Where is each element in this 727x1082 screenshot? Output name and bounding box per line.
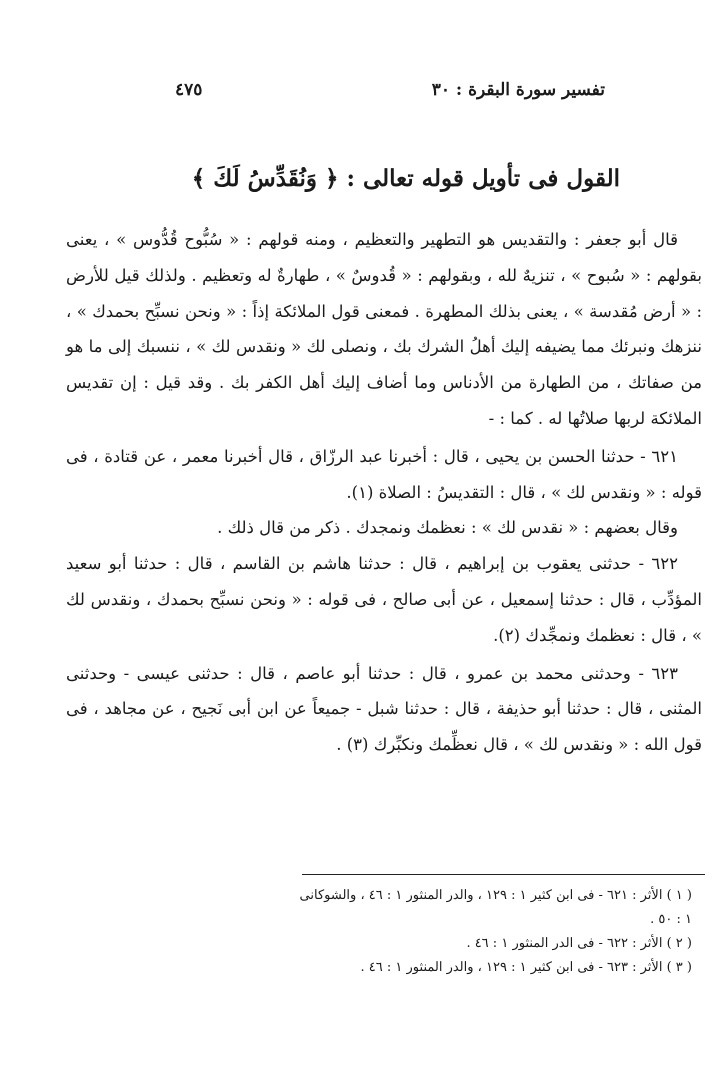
- running-title: تفسير سورة البقرة : ٣٠: [431, 80, 605, 100]
- paragraph-hadith-623: ٦٢٣ - وحدثنى محمد بن عمرو ، قال : حدثنا أبو عاصم ، قال : حدثنى عيسى - وحدثنى المثنى ، قال : حدثنا أبو حذيفة ، قال : حدثنا شبل - جميعاً عن ابن أبى نَجيح ، عن مجاهد ، فى قول الله : « ونقدس لك » ، قال نعظِّمك ونكبِّرك (٣) .: [66, 663, 702, 755]
- footnote-divider: [302, 874, 705, 875]
- paragraph-intro: قال أبو جعفر : والتقديس هو التطهير والتعظيم ، ومنه قولهم : « سُبُّوح قُدُّوس » ، يعنى بقولهم : « سُبوح » ، تنزيهٌ لله ، وبقولهم : « قُدوسٌ » ، طهارةٌ له وتعظيم . ولذلك قيل للأرض : « أرض مُقدسة » ، يعنى بذلك المطهرة . فمعنى قول الملائكة إذاً : « ونحن نسبِّح بحمدك » ، ننزهك ونبرئك مما يضيفه إليك أهلُ الشرك بك ، ونصلى لك « ونقدس لك » ، ننسبك إلى ما هو من صفاتك ، من الطهارة من الأدناس وما أضاف إليك أهل الكفر بك . وقد قيل : إن تقديس الملائكة لربها صلاتُها له . كما : -: [66, 230, 702, 428]
- footnote-3: ( ٣ ) الأثر : ٦٢٣ - فى ابن كثير ١ : ١٢٩ ، والدر المنثور ١ : ٤٦ .: [360, 960, 692, 975]
- paragraph-hadith-622: ٦٢٢ - حدثنى يعقوب بن إبراهيم ، قال : حدثنا هاشم بن القاسم ، قال : حدثنا أبو سعيد المؤدِّب ، قال : حدثنا إسمعيل ، عن أبى صالح ، فى قوله : « ونحن نسبِّح بحمدك ، ونقدس لك » ، قال : نعظمك ونمجِّدك (٢).: [66, 554, 702, 645]
- paragraph-hadith-621: ٦٢١ - حدثنا الحسن بن يحيى ، قال : أخبرنا عبد الرزّاق ، قال أخبرنا معمر ، عن قتادة ، فى قوله : « ونقدس لك » ، قال : التقديسُ : الصلاة (١).: [66, 446, 702, 502]
- footnote-2: ( ٢ ) الأثر : ٦٢٢ - فى الدر المنثور ١ : ٤٦ .: [466, 936, 692, 951]
- body-text: [66, 222, 702, 763]
- footnote-1: ( ١ ) الأثر : ٦٢١ - فى ابن كثير ١ : ١٢٩ ، والدر المنثور ١ : ٤٦ ، والشوكانى: [299, 888, 692, 903]
- page-number: ٤٧٥: [175, 80, 203, 100]
- section-heading: القول فى تأويل قوله تعالى : ﴿ وَنُقَدِّسُ لَكَ ﴾: [191, 165, 620, 192]
- page-header: [175, 80, 605, 104]
- footnote-1-continuation: ١ : ٥٠ .: [650, 912, 692, 927]
- footnotes: [60, 884, 692, 980]
- paragraph-alt-opinion: وقال بعضهم : « نقدس لك » : نعظمك ونمجدك . ذكر من قال ذلك .: [217, 518, 678, 538]
